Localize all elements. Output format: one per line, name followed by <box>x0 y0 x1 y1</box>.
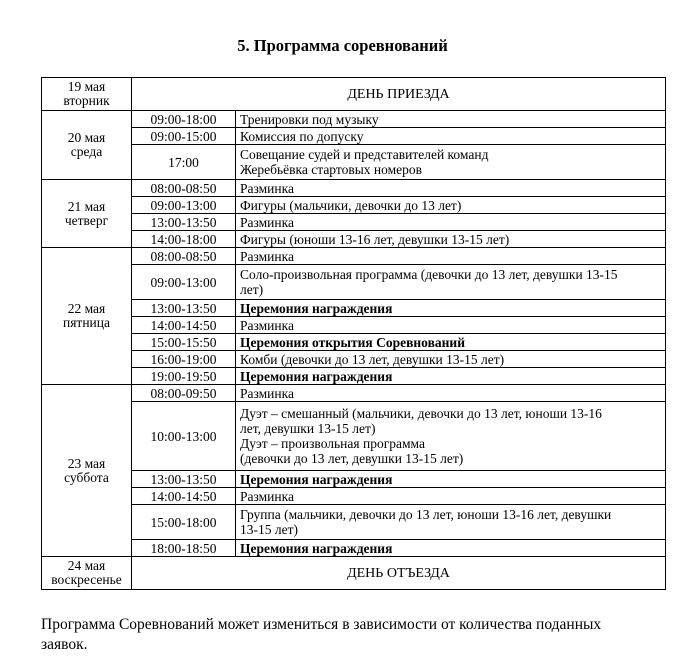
event-line: (девочки до 13 лет, девушки 13-15 лет) <box>240 451 464 466</box>
event-row <box>42 145 666 180</box>
event-time: 08:00-08:50 <box>132 248 236 265</box>
day-weekday: среда <box>70 144 103 159</box>
event-line: Разминка <box>240 385 294 401</box>
event-row <box>42 402 666 471</box>
day-weekday: воскресенье <box>51 572 122 587</box>
event-time: 08:00-08:50 <box>132 180 236 197</box>
event-row <box>42 300 666 317</box>
event-row <box>42 180 666 197</box>
event-line: Разминка <box>240 180 294 196</box>
event-description <box>236 402 666 471</box>
event-description <box>236 505 666 540</box>
note-line: Программа Соревнований может измениться в зависимости от количества поданных <box>41 616 602 633</box>
event-row <box>42 197 666 214</box>
day-cell <box>42 78 132 111</box>
event-row <box>42 351 666 368</box>
event-line: лет, девушки 13-15 лет) <box>240 421 376 436</box>
event-line: Тренировки под музыку <box>240 111 379 127</box>
event-row <box>42 505 666 540</box>
event-time: 09:00-13:00 <box>132 265 236 300</box>
event-line: Совещание судей и представителей команд <box>240 147 489 162</box>
event-row <box>42 265 666 300</box>
program-table <box>41 77 666 590</box>
day-date: 21 мая <box>67 198 106 214</box>
event-line: Соло-произвольная программа (девочки до 13 лет, девушки 13-15 <box>240 267 618 282</box>
event-line: Церемония награждения <box>240 471 393 487</box>
event-time: 16:00-19:00 <box>132 351 236 368</box>
event-row <box>42 471 666 488</box>
event-description <box>236 471 666 488</box>
event-time: 14:00-18:00 <box>132 231 236 248</box>
event-row <box>42 317 666 334</box>
event-line: 13-15 лет) <box>240 522 298 537</box>
day-weekday: пятница <box>63 315 110 330</box>
day-cell <box>42 557 132 590</box>
day-date: 20 мая <box>67 130 106 145</box>
event-time: 15:00-15:50 <box>132 334 236 351</box>
event-line: Фигуры (юноши 13-16 лет, девушки 13-15 лет) <box>240 231 510 247</box>
day-weekday: вторник <box>63 93 110 108</box>
day-row <box>42 557 666 590</box>
day-cell <box>42 111 132 180</box>
day-date: 22 мая <box>67 301 106 316</box>
event-line: Дуэт – смешанный (мальчики, девочки до 13 лет, юноши 13-16 <box>240 406 602 421</box>
event-description <box>236 334 666 351</box>
event-line: Комиссия по допуску <box>240 128 364 144</box>
note <box>41 615 666 655</box>
day-date: 19 мая <box>67 79 106 94</box>
event-row <box>42 368 666 385</box>
day-full-label: ДЕНЬ ПРИЕЗДА <box>132 78 666 111</box>
event-line: Разминка <box>240 317 294 333</box>
event-line: Комби (девочки до 13 лет, девушки 13-15 лет) <box>240 351 505 367</box>
event-description <box>236 265 666 300</box>
event-description <box>236 317 666 334</box>
day-row <box>42 78 666 111</box>
event-description <box>236 214 666 231</box>
event-line: Жеребьёвка стартовых номеров <box>240 162 423 177</box>
event-line: Церемония награждения <box>240 300 393 316</box>
event-time: 10:00-13:00 <box>132 402 236 471</box>
event-description <box>236 231 666 248</box>
event-row <box>42 248 666 265</box>
day-weekday: суббота <box>64 469 109 485</box>
day-full-label: ДЕНЬ ОТЪЕЗДА <box>132 557 666 590</box>
event-row <box>42 334 666 351</box>
day-weekday: четверг <box>64 212 109 228</box>
event-description <box>236 300 666 317</box>
event-row <box>42 231 666 248</box>
day-date: 23 мая <box>67 455 106 471</box>
event-line: Группа (мальчики, девочки до 13 лет, юноши 13-16 лет, девушки <box>240 507 612 522</box>
event-time: 09:00-13:00 <box>132 197 236 214</box>
page-title: 5. Программа соревнований <box>237 36 448 55</box>
event-line: Разминка <box>240 488 294 504</box>
event-description <box>236 368 666 385</box>
event-line: Церемония награждения <box>240 540 393 556</box>
event-time: 13:00-13:50 <box>132 214 236 231</box>
day-cell <box>42 248 132 385</box>
event-line: лет) <box>240 282 264 297</box>
day-cell <box>42 385 132 557</box>
event-row <box>42 488 666 505</box>
event-line: Церемония открытия Соревнований <box>240 334 465 350</box>
event-line: Разминка <box>240 248 294 264</box>
event-time: 13:00-13:50 <box>132 471 236 488</box>
event-description <box>236 488 666 505</box>
note-line: заявок. <box>41 636 88 653</box>
event-description <box>236 180 666 197</box>
event-row <box>42 540 666 557</box>
event-row <box>42 214 666 231</box>
event-line: Дуэт – произвольная программа <box>240 436 425 451</box>
event-description <box>236 128 666 145</box>
event-time: 09:00-18:00 <box>132 111 236 128</box>
event-description <box>236 145 666 180</box>
event-line: Церемония награждения <box>240 368 393 384</box>
event-description <box>236 111 666 128</box>
event-description <box>236 351 666 368</box>
event-time: 14:00-14:50 <box>132 317 236 334</box>
event-time: 19:00-19:50 <box>132 368 236 385</box>
event-description <box>236 197 666 214</box>
event-time: 14:00-14:50 <box>132 488 236 505</box>
event-row <box>42 385 666 402</box>
event-time: 17:00 <box>132 145 236 180</box>
event-time: 15:00-18:00 <box>132 505 236 540</box>
event-time: 18:00-18:50 <box>132 540 236 557</box>
event-line: Разминка <box>240 214 294 230</box>
event-row <box>42 111 666 128</box>
event-row <box>42 128 666 145</box>
day-date: 24 мая <box>67 558 106 573</box>
event-description <box>236 385 666 402</box>
event-line: Фигуры (мальчики, девочки до 13 лет) <box>240 197 462 213</box>
event-time: 08:00-09:50 <box>132 385 236 402</box>
day-cell <box>42 180 132 248</box>
event-description <box>236 540 666 557</box>
event-description <box>236 248 666 265</box>
event-time: 09:00-15:00 <box>132 128 236 145</box>
event-time: 13:00-13:50 <box>132 300 236 317</box>
